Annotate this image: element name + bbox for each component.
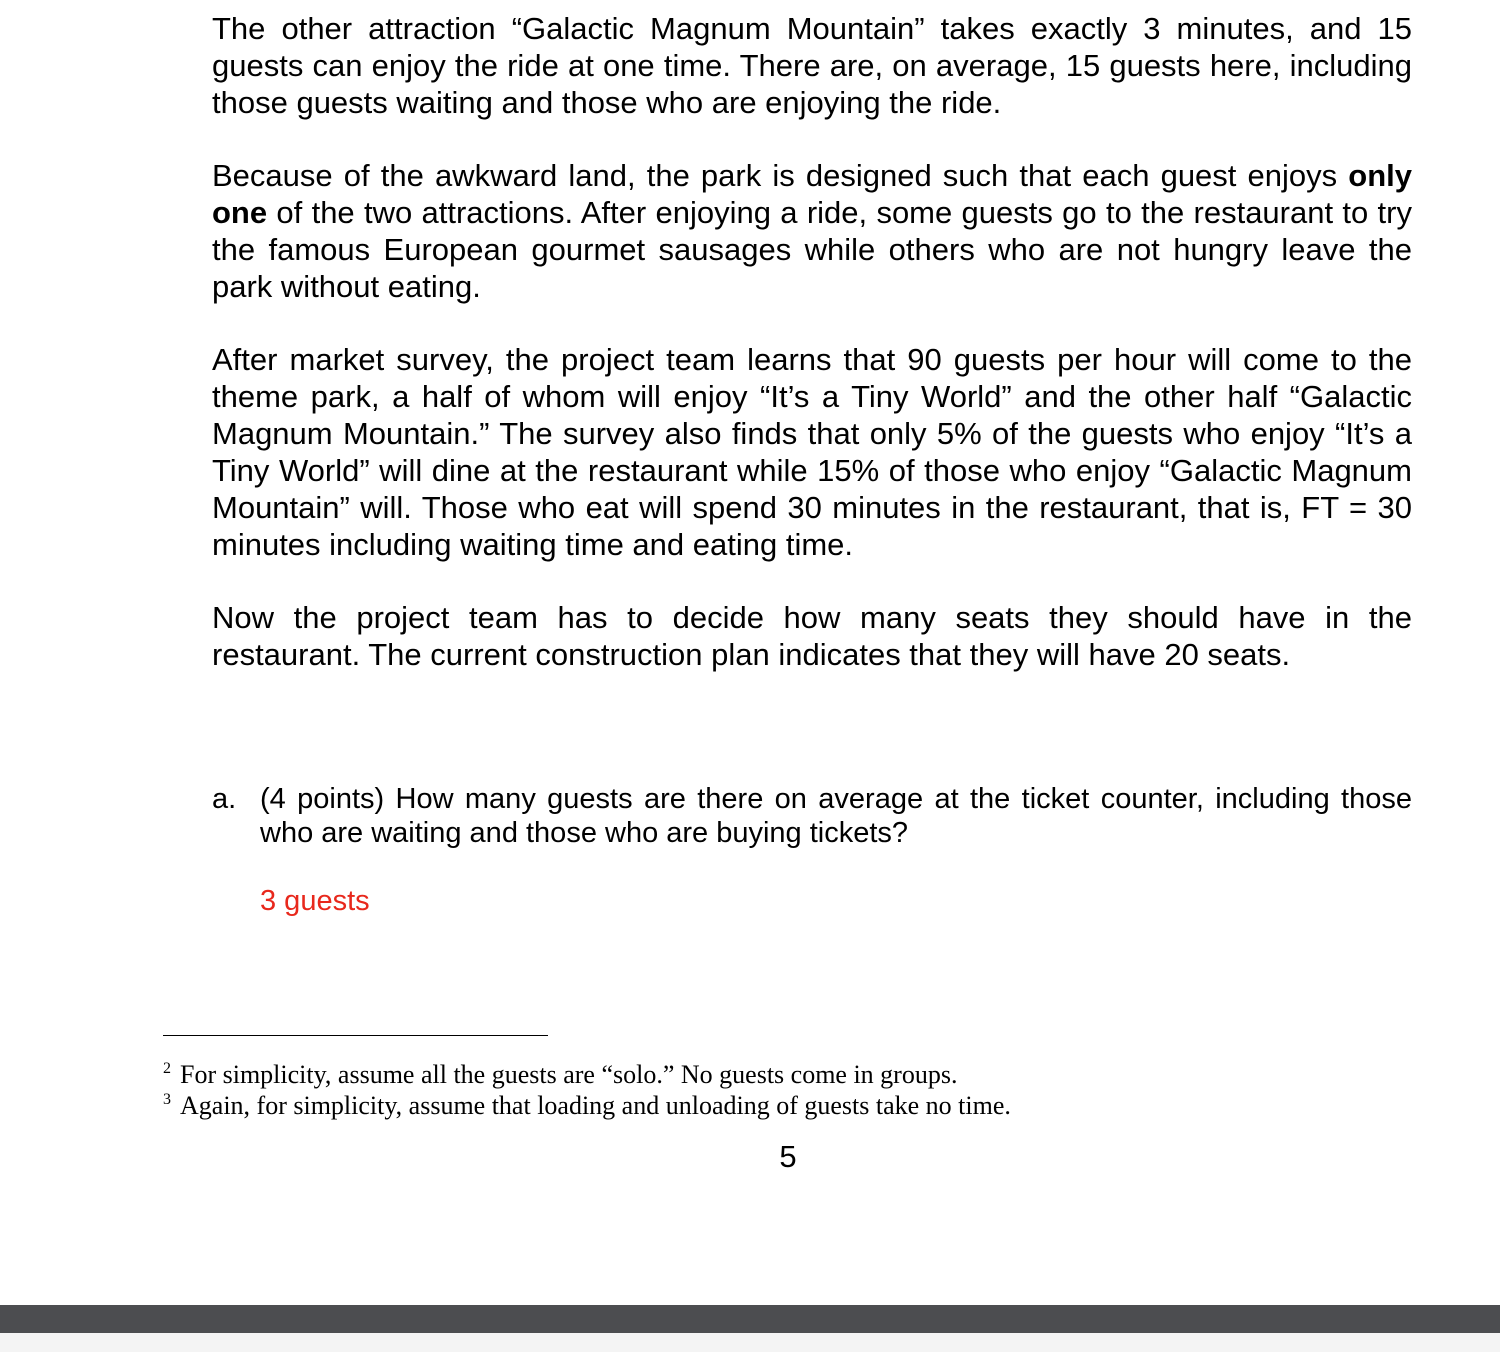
footnote-mark: 3 [163,1091,171,1108]
paragraph-restaurant-seats: Now the project team has to decide how many seats they should have in the restaurant. The current construction plan indicates that they will have 20 seats. [212,600,1412,672]
footnote-text: Again, for simplicity, assume that loading and unloading of guests take no time. [180,1091,1011,1120]
answer-text: 3 guests [260,885,370,917]
paragraph-text: of the two attractions. After enjoying a ride, some guests go to the restaurant to try the famous European gourmet sausages while others who are not hungry leave the park without eating. [212,195,1412,304]
footnote-mark: 2 [163,1060,171,1077]
footnote-3 [163,1085,1011,1121]
paragraph-galactic-mountain: The other attraction “Galactic Magnum Mountain” takes exactly 3 minutes, and 15 guests can enjoy the ride at one time. There are, on average, 15 guests here, including those guests waiting and those who are enjoying the ride. [212,11,1412,120]
footnote-divider [163,1035,548,1036]
emphasis-only-one: only one [212,158,1412,230]
question-marker: a. [212,783,237,815]
footnote-text: For simplicity, assume all the guests are “solo.” No guests come in groups. [180,1060,958,1089]
page-number: 5 [779,1139,797,1174]
paragraph-single-attraction [212,157,1412,305]
viewer-bottom-bar [0,1305,1500,1333]
question-text: (4 points) How many guests are there on average at the ticket counter, including those who are waiting and those who are buying tickets? [260,783,1412,849]
paragraph-text: Because of the awkward land, the park is designed such that each guest enjoys [212,158,1349,193]
viewer-bottom-edge [0,1333,1500,1352]
paragraph-market-survey: After market survey, the project team learns that 90 guests per hour will come to the theme park, a half of whom will enjoy “It’s a Tiny World” and the other half “Galactic Magnum Mountain.” The survey also finds that only 5% of the guests who enjoy “It’s a Tiny World” will dine at the restaurant while 15% of those who enjoy “Galactic Magnum Mountain” will. Those who eat will spend 30 minutes in the restaurant, that is, FT = 30 minutes including waiting time and eating time. [212,342,1412,562]
